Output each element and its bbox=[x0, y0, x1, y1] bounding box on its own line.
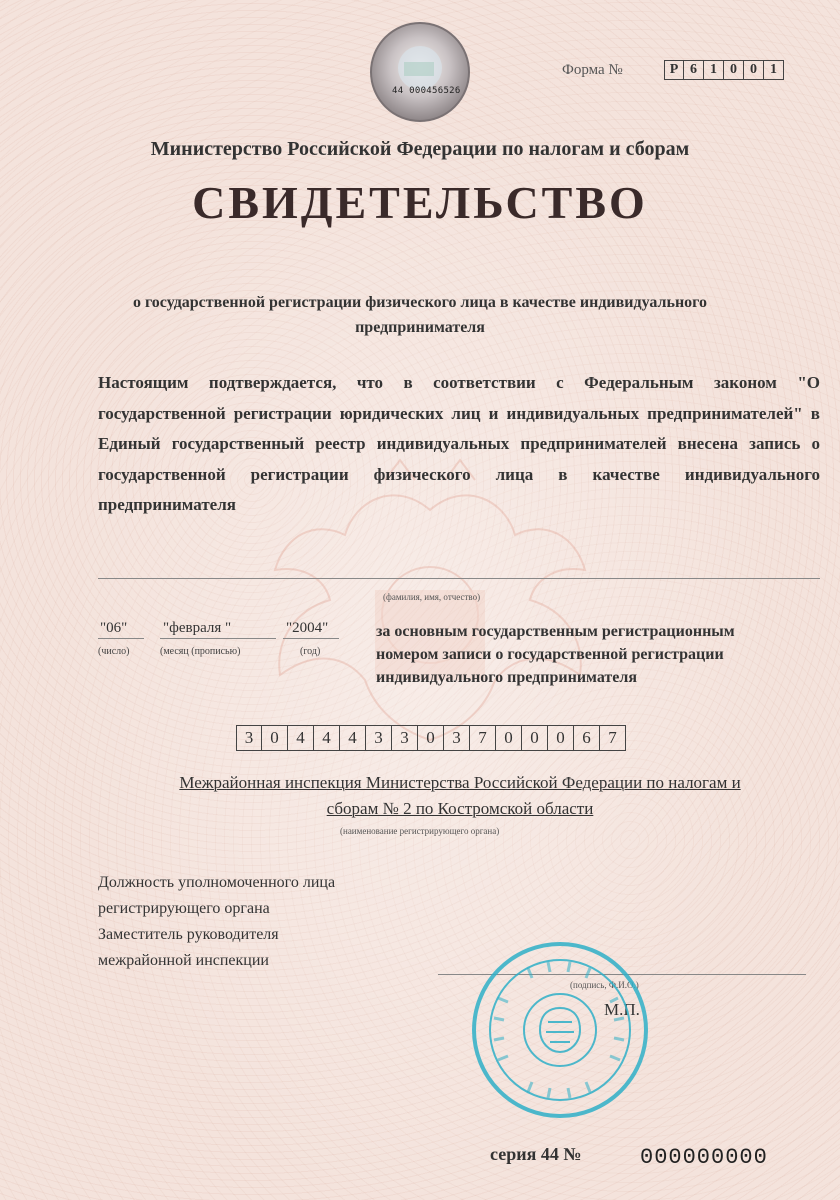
reg-digit: 3 bbox=[444, 725, 470, 751]
form-code-char: 6 bbox=[684, 60, 704, 80]
series-label: серия 44 № bbox=[490, 1144, 582, 1164]
form-code bbox=[664, 60, 784, 80]
series-number: 000000000 bbox=[640, 1145, 768, 1170]
reg-digit: 0 bbox=[496, 725, 522, 751]
form-label: Форма № bbox=[562, 62, 623, 78]
fio-line bbox=[98, 578, 820, 579]
date-day: "06" bbox=[100, 620, 128, 636]
reg-digit: 4 bbox=[288, 725, 314, 751]
reg-digit: 0 bbox=[262, 725, 288, 751]
date-month: "февраля " bbox=[163, 620, 232, 636]
position-line-4: межрайонной инспекции bbox=[98, 952, 269, 969]
form-code-char: 1 bbox=[764, 60, 784, 80]
certificate-title: СВИДЕТЕЛЬСТВО bbox=[192, 177, 648, 228]
reg-digit: 6 bbox=[574, 725, 600, 751]
reg-digit: 0 bbox=[548, 725, 574, 751]
reg-digit: 4 bbox=[314, 725, 340, 751]
reg-digit: 3 bbox=[236, 725, 262, 751]
authority-line-2: сборам № 2 по Костромской области bbox=[326, 799, 594, 818]
hologram-seal bbox=[368, 20, 472, 124]
reg-digit: 3 bbox=[366, 725, 392, 751]
certificate-subtitle: о государственной регистрации физического лица в качестве индивидуального предпринимателя bbox=[132, 294, 708, 336]
date-day-caption: (число) bbox=[98, 646, 130, 657]
date-year-line bbox=[283, 638, 339, 639]
official-stamp bbox=[468, 938, 652, 1122]
registering-authority bbox=[90, 770, 830, 822]
form-code-char: 1 bbox=[704, 60, 724, 80]
position-line-3: Заместитель руководителя bbox=[98, 926, 279, 943]
fio-caption: (фамилия, имя, отчество) bbox=[383, 592, 481, 602]
ministry-name: Министерство Российской Федерации по налогам и сборам bbox=[150, 138, 690, 160]
reg-digit: 4 bbox=[340, 725, 366, 751]
date-day-line bbox=[98, 638, 144, 639]
registration-text: за основным государственным регистрационным номером записи о государственной регистрации индивидуального предпринимателя bbox=[376, 623, 735, 686]
signature-caption: (подпись, Ф.И.О.) bbox=[570, 980, 639, 990]
position-line-1: Должность уполномоченного лица bbox=[98, 874, 336, 891]
form-code-char: 0 bbox=[744, 60, 764, 80]
reg-digit: 7 bbox=[600, 725, 626, 751]
form-code-char: Р bbox=[664, 60, 684, 80]
registration-number bbox=[236, 725, 626, 751]
date-month-caption: (месяц (прописью) bbox=[160, 646, 241, 657]
date-year: "2004" bbox=[286, 620, 329, 636]
form-code-char: 0 bbox=[724, 60, 744, 80]
position-line-2: регистрирующего органа bbox=[98, 900, 270, 917]
hologram-number: 44 000456526 bbox=[392, 86, 461, 96]
date-year-caption: (год) bbox=[300, 646, 321, 657]
certificate-body: Настоящим подтверждается, что в соответствии с Федеральным законом "О государственной регистрации юридических лиц и индивидуальных предпринимателей" в Единый государственный реестр индивидуальных предпринимателей внесена запись о государственной регистрации физического лица в качестве индивидуального предпринимателя bbox=[98, 373, 820, 514]
authority-line-1: Межрайонная инспекция Министерства Российской Федерации по налогам и bbox=[179, 773, 741, 792]
reg-digit: 0 bbox=[418, 725, 444, 751]
date-month-line bbox=[160, 638, 276, 639]
reg-digit: 3 bbox=[392, 725, 418, 751]
official-position bbox=[98, 870, 335, 974]
reg-digit: 7 bbox=[470, 725, 496, 751]
reg-digit: 0 bbox=[522, 725, 548, 751]
authority-caption: (наименование регистрирующего органа) bbox=[340, 826, 500, 836]
mp-label: М.П. bbox=[604, 1000, 640, 1019]
